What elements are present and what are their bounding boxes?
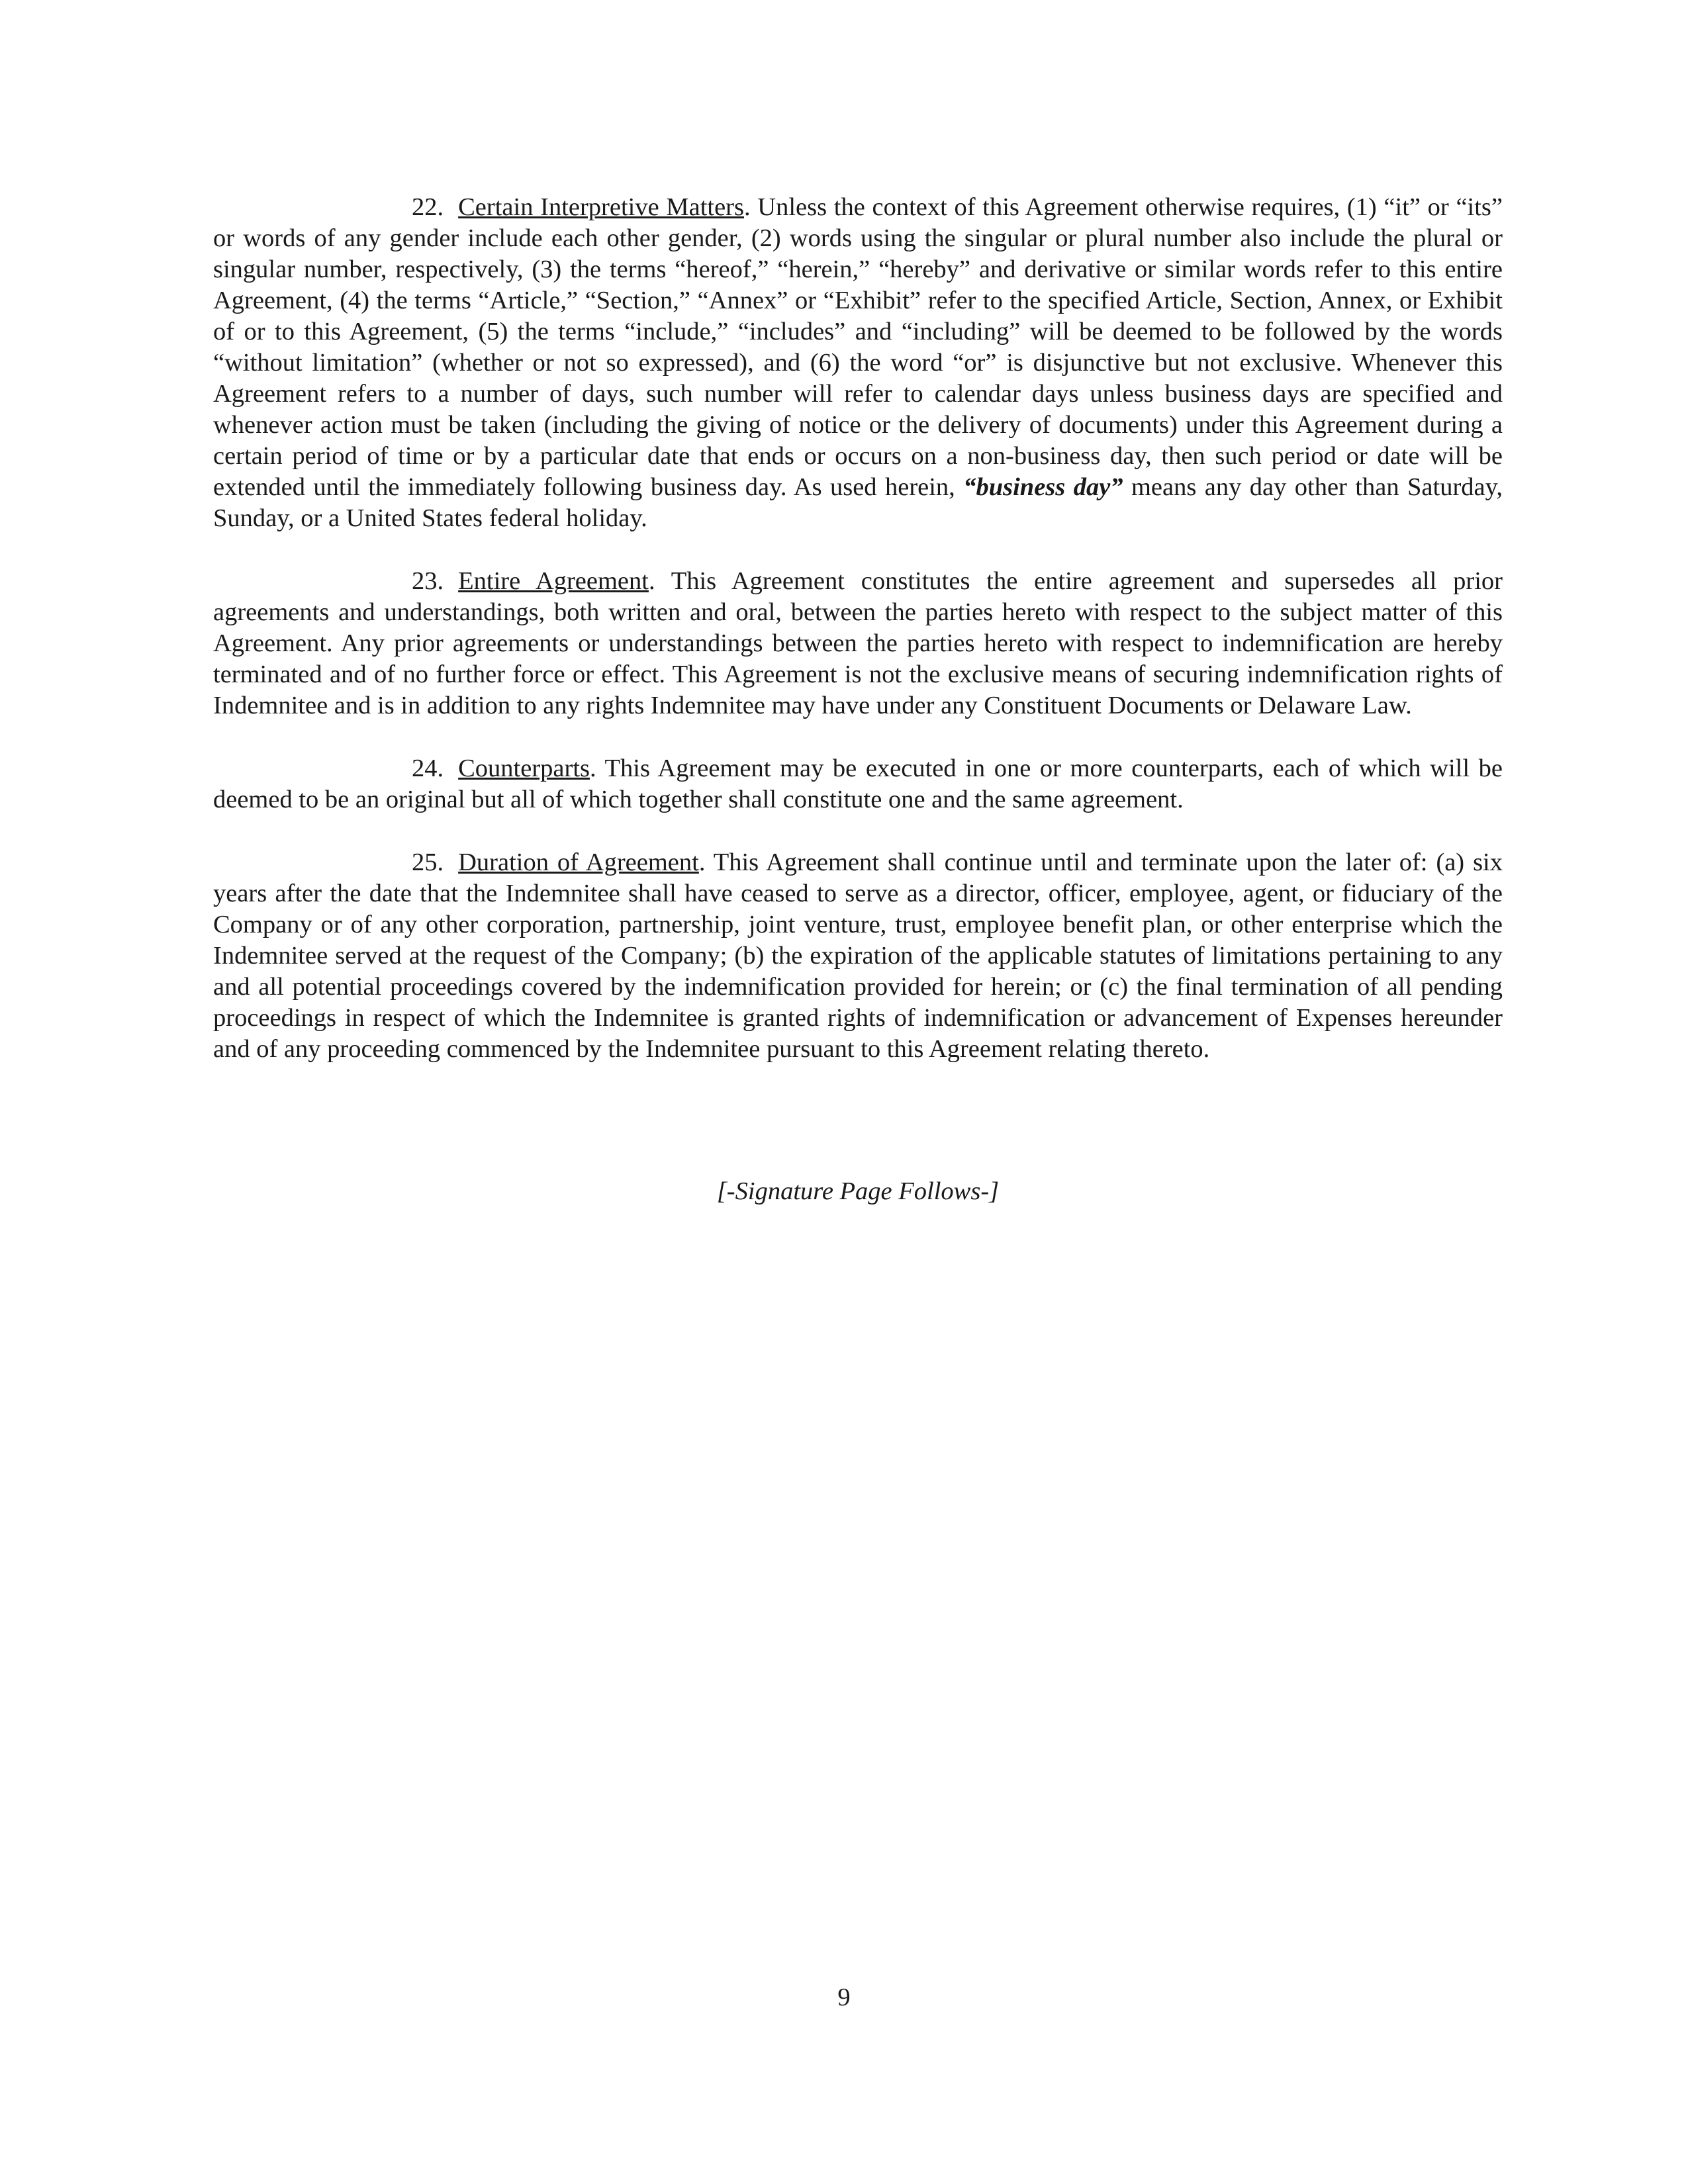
- section-text: . This Agreement shall continue until and terminate upon the later of: (a) six years after the date that the Indemnitee shall have ceased to serve as a director, officer, employee, agent, or fiduciary of the Company or of any other corporation, partnership, joint venture, trust, employee benefit plan, or other enterprise which the Indemnitee served at the request of the Company; (b) the expiration of the applicable statutes of limitations pertaining to any and all potential proceedings covered by the indemnification provided for herein; or (c) the final termination of all pending proceedings in respect of which the Indemnitee is granted rights of indemnification or advancement of Expenses hereunder and of any proceeding commenced by the Indemnitee pursuant to this Agreement relating thereto.: [213, 848, 1503, 1063]
- section-24: [213, 753, 1503, 815]
- section-25: [213, 847, 1503, 1065]
- section-heading: Entire Agreement: [458, 567, 649, 595]
- document-body: [213, 192, 1503, 1065]
- signature-page-note: [-Signature Page Follows-]: [716, 1177, 1000, 1205]
- section-number: 24.: [412, 754, 444, 782]
- section-22: [213, 192, 1503, 534]
- defined-term: “business day”: [963, 473, 1123, 501]
- section-23: [213, 566, 1503, 721]
- section-number: 22.: [412, 193, 444, 221]
- section-text: means any day other than Saturday, Sunday, or a United States federal holiday.: [213, 473, 1503, 532]
- section-text: . Unless the context of this Agreement otherwise requires, (1) “it” or “its” or words of any gender include each other gender, (2) words using the singular or plural number also include the plural or singular number, respectively, (3) the terms “hereof,” “herein,” “hereby” and derivative or similar words refer to this entire Agreement, (4) the terms “Article,” “Section,” “Annex” or “Exhibit” refer to the specified Article, Section, Annex, or Exhibit of or to this Agreement, (5) the terms “include,” “includes” and “including” will be deemed to be followed by the words “without limitation” (whether or not so expressed), and (6) the word “or” is disjunctive but not exclusive. Whenever this Agreement refers to a number of days, such number will refer to calendar days unless business days are specified and whenever action must be taken (including the giving of notice or the delivery of documents) under this Agreement during a certain period of time or by a particular date that ends or occurs on a non-business day, then such period or date will be extended until the immediately following business day. As used herein,: [213, 193, 1503, 501]
- section-heading: Duration of Agreement: [458, 848, 699, 876]
- section-number: 25.: [412, 848, 444, 876]
- section-text: . This Agreement may be executed in one or more counterparts, each of which will be deemed to be an original but all of which together shall constitute one and the same agreement.: [213, 754, 1503, 813]
- section-number: 23.: [412, 567, 444, 595]
- section-heading: Counterparts: [458, 754, 590, 782]
- section-text: . This Agreement constitutes the entire agreement and supersedes all prior agreements and understandings, both written and oral, between the parties hereto with respect to the subject matter of this Agreement. Any prior agreements or understandings between the parties hereto with respect to indemnification are hereby terminated and of no further force or effect. This Agreement is not the exclusive means of securing indemnification rights of Indemnitee and is in addition to any rights Indemnitee may have under any Constituent Documents or Delaware Law.: [213, 567, 1503, 719]
- page-number: 9: [837, 1983, 851, 2011]
- section-heading: Certain Interpretive Matters: [458, 193, 744, 221]
